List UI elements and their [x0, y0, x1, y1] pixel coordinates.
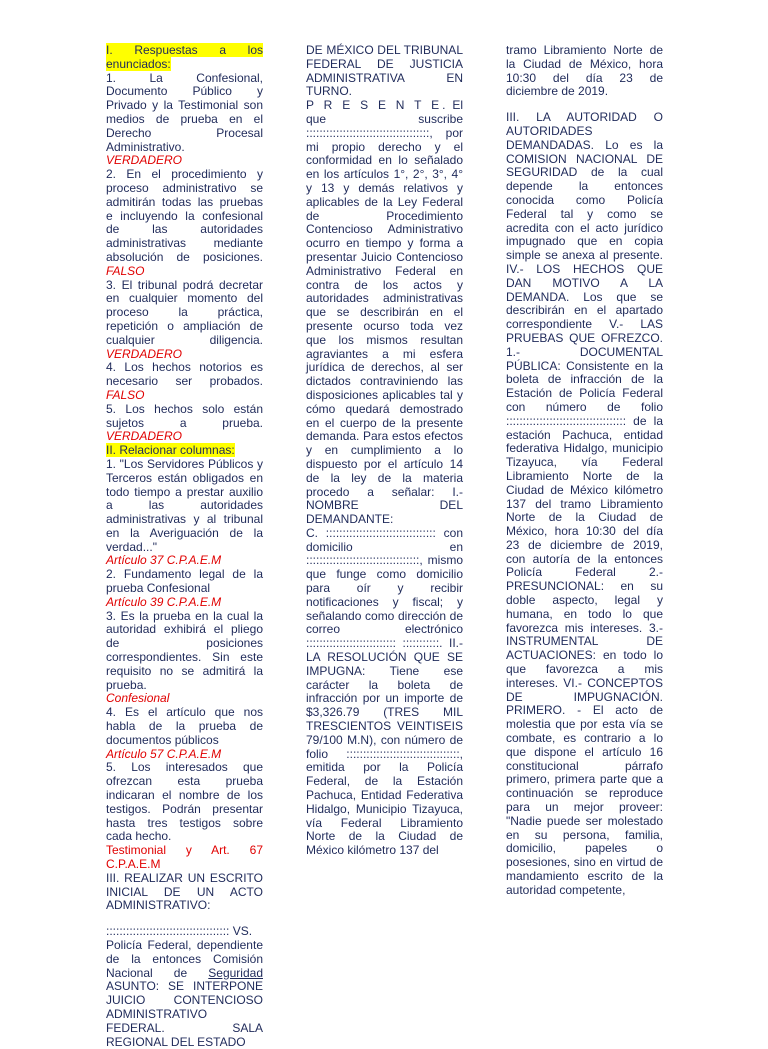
match-5: 5. Los interesados que ofrezcan esta prueba indicaran el nombre de los testigos. Podrán presentar hasta tres testigos sobre cada hecho.	[106, 760, 263, 844]
item-5-answer: VERDADERO	[106, 429, 183, 444]
item-1-text: 1. La Confesional, Documento Público y Privado y la Testimonial son medios de prueba en el Derecho Procesal Administrativo.	[106, 70, 263, 154]
match-1-answer: Artículo 37 C.P.A.E.M	[106, 553, 222, 568]
presente-heading: P R E S E N T E.	[306, 98, 449, 113]
party-paragraph	[106, 939, 263, 1049]
item-1	[106, 72, 263, 169]
item-4	[106, 361, 263, 402]
location-paragraph: tramo Libramiento Norte de la Ciudad de México, hora 10:30 del día 23 de diciembre de 2019.	[506, 43, 663, 99]
item-4-text: 4. Los hechos notorios es necesario ser probados.	[106, 360, 263, 389]
item-3	[106, 279, 263, 362]
item-2-text: 2. En el procedimiento y proceso administrativo se admitirán todas las pruebas e incluyendo la confesional de las autoridades administrativas mediante absolución de posiciones.	[106, 167, 263, 264]
intro-text: El que suscribe :::::::::::::::::::::::::::::::::::::, por mi propio derecho y el conformidad en lo señalado en los artículos 1°, 2°, 3°, 4° y 13 y demás relativos y aplicables de la Ley Federal de Procedimiento Contencioso Administrativo ocurro en tiempo y forma a presentar Juicio Contencioso Administrativo Federal en contra de los actos y autoridades administrativas que se describirán en el presente ocurso toda vez que los mismos resultan agraviantes a mi esfera jurídica de derechos, al ser dictados contraviniendo las disposiciones aplicables tal y cómo quedará demostrado en el cuerpo de la presente demanda. Para estos efectos y en cumplimiento a lo dispuesto por el artículo 14 de la ley de la materia procedo a señalar: I.- NOMBRE DEL DEMANDANTE:	[306, 98, 463, 527]
match-2: 2. Fundamento legal de la prueba Confesional	[106, 567, 263, 596]
authorities-paragraph: III. LA AUTORIDAD O AUTORIDADES DEMANDADAS. Lo es la COMISION NACIONAL DE SEGURIDAD de la cual depende la entonces conocida como Policía Federal tal y como se acredita con el acto jurídico impugnado que en copia simple se anexa al presente. IV.- LOS HECHOS QUE DAN MOTIVO A LA DEMANDA. Los que se describirán en el apartado correspondiente V.- LAS PRUEBAS QUE OFREZCO. 1.- DOCUMENTAL PÚBLICA: Consistente en la boleta de infracción de la Estación de Policía Federal con número de folio :::::::::::::::::::::::::::::::::::: de la estación Pachuca, entidad federativa Hidalgo, municipio Tizayuca, vía Federal Libramiento Norte de la Ciudad de México kilómetro 137 del tramo Libramiento Norte de la Ciudad de México, hora 10:30 del día 23 de diciembre de 2019, con autoría de la entonces Policía Federal 2.-PRESUNCIONAL: en su doble aspecto, legal y humana, en todo lo que favorezca mis intereses. 3.- INSTRUMENTAL DE ACTUACIONES: en todo lo que favorezca a mis intereses. VI.- CONCEPTOS DE IMPUGNACIÓN. PRIMERO. - El acto de molestia que por esta vía se combate, es contrario a lo que dispone el artículo 16 constitucional párrafo primero, primera parte que a continuación se reproduce para un mejor proveer: "Nadie puede ser molestado en su persona, familia, domicilio, papeles o posesiones, sino en virtud de mandamiento escrito de la autoridad competente,	[506, 110, 663, 897]
item-3-answer: VERDADERO	[106, 346, 183, 361]
match-2-answer: Artículo 39 C.P.A.E.M	[106, 594, 222, 609]
court-address: DE MÉXICO DEL TRIBUNAL FEDERAL DE JUSTICIA ADMINISTRATIVA EN TURNO.	[306, 43, 463, 99]
item-2	[106, 168, 263, 278]
match-3: 3. Es la prueba en la cual la autoridad exhibirá el pliego de posiciones correspondientes. Sin este requisito no se admitirá la prueba.	[106, 608, 263, 692]
match-1: 1. "Los Servidores Públicos y Terceros están obligados en todo tiempo a prestar auxilio a las autoridades administrativas y al tribunal en la Averiguación de la verdad..."	[106, 456, 263, 554]
match-5-answer: Testimonial y Art. 67 C.P.A.E.M	[106, 843, 263, 872]
party-underlined: Seguridad	[208, 965, 263, 980]
item-3-text: 3. El tribunal podrá decretar en cualquier momento del proceso la práctica, repetición o ampliación de cualquier diligencia.	[106, 277, 263, 347]
match-4: 4. Es el artículo que nos habla de la prueba de documentos públicos	[106, 705, 263, 747]
column-3	[506, 44, 663, 898]
column-2	[306, 44, 463, 858]
intro-paragraph	[306, 99, 463, 527]
section-2-title	[106, 444, 263, 458]
match-3-answer: Confesional	[106, 691, 170, 706]
party-text-b: ASUNTO: SE INTERPONE JUICIO CONTENCIOSO ADMINISTRATIVO FEDERAL. SALA REGIONAL DEL ESTADO	[106, 979, 263, 1049]
item-2-answer: FALSO	[106, 263, 145, 278]
item-4-answer: FALSO	[106, 387, 145, 402]
item-5-text: 5. Los hechos solo están sujetos a prueba.	[106, 401, 263, 430]
plaintiff-paragraph: C. ::::::::::::::::::::::::::::::::: con domicilio en ::::::::::::::::::::::::::::::::::, mismo que funge como domicilio para oír y recibir notificaciones y fiscal; y señalando como dirección de correo electrónico ::::::::::::::::::::::::::: :::::::::::. II.-LA RESOLUCIÓN QUE SE IMPUGNA: Tiene ese carácter la boleta de infracción por un importe de $3,326.79 (TRES MIL TRESCIENTOS VEINTISEIS 79/100 M.N), con número de folio ::::::::::::::::::::::::::::::::::, emitida por la Policía Federal, de la Estación Pachuca, Entidad Federativa Hidalgo, Municipio Tizayuca, vía Federal Libramiento Norte de la Ciudad de México kilómetro 137 del	[306, 525, 463, 858]
party-text-a: Policía Federal, dependiente de la entonces Comisión Nacional de	[106, 938, 263, 980]
section-1-heading: I. Respuestas a los enunciados:	[106, 43, 263, 71]
versus-line: ::::::::::::::::::::::::::::::::::::: VS.	[106, 924, 253, 939]
section-1-title	[106, 44, 263, 72]
item-1-answer: VERDADERO	[106, 153, 183, 168]
section-3-title: III. REALIZAR UN ESCRITO INICIAL DE UN ACTO ADMINISTRATIVO:	[106, 870, 263, 913]
column-1	[106, 44, 263, 1049]
section-2-heading: II. Relacionar columnas:	[106, 443, 235, 458]
match-4-answer: Artículo 57 C.P.A.E.M	[106, 746, 222, 761]
item-5	[106, 403, 263, 444]
